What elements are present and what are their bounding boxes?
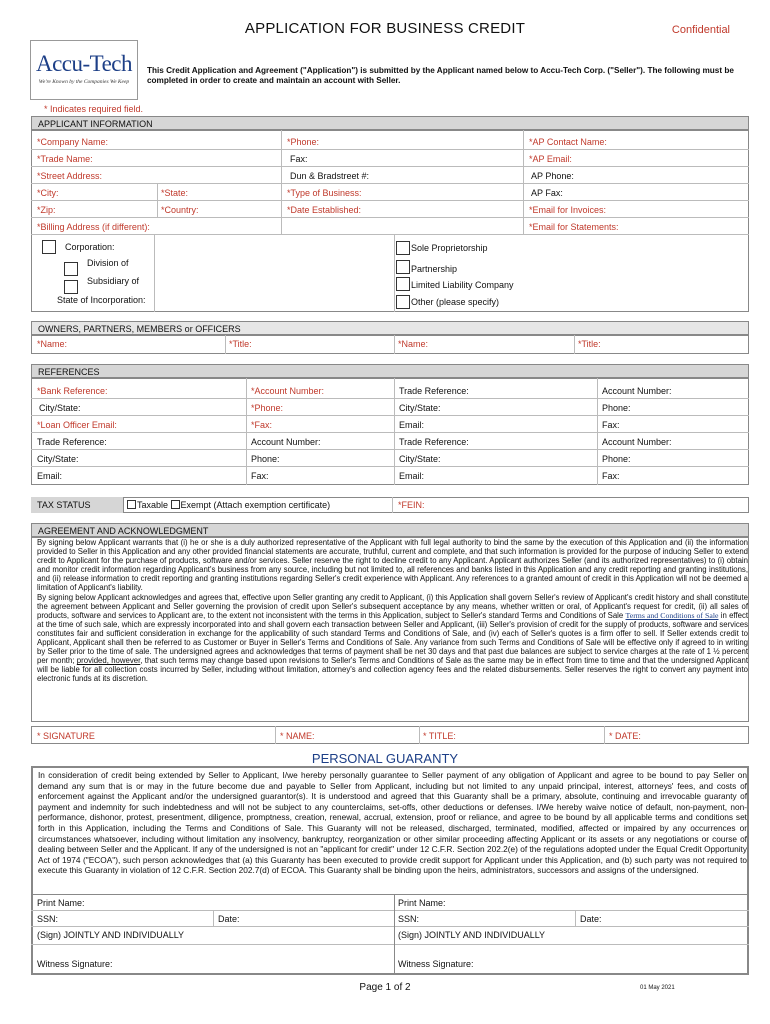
logo-name: Accu-Tech	[35, 51, 133, 76]
country-label: *Country:	[161, 205, 199, 215]
llc-checkbox[interactable]	[396, 277, 410, 291]
owners-section-header: OWNERS, PARTNERS, MEMBERS or OFFICERS	[31, 321, 749, 335]
trade-name-label: *Trade Name:	[37, 154, 93, 164]
witness-2-signature-label: Witness Signature:	[398, 959, 474, 969]
phone-label: *Phone:	[287, 137, 320, 147]
trade-account-number-1-label: Account Number:	[602, 386, 672, 396]
bank-fax-label: *Fax:	[251, 420, 273, 430]
corporation-label: Corporation:	[65, 242, 115, 252]
provided-however: provided, however	[76, 656, 141, 666]
agreement-text	[37, 538, 748, 684]
subsidiary-of-label: Subsidiary of	[87, 276, 140, 286]
trade-city-state-2-label: City/State:	[37, 454, 79, 464]
signature-label: * SIGNATURE	[37, 731, 95, 741]
trade-fax-2-label: Fax:	[251, 471, 269, 481]
trade-fax-1-label: Fax:	[602, 420, 620, 430]
taxable-label: Taxable	[137, 500, 169, 510]
logo-tagline: We're Known by the Companies We Keep	[38, 79, 130, 85]
owner-name-1-label: *Name:	[37, 339, 68, 349]
billing-address-label: *Billing Address (if different):	[37, 222, 150, 232]
state-of-incorporation-label: State of Incorporation:	[57, 295, 146, 305]
bank-city-state-label: City/State:	[39, 403, 81, 413]
owner-name-2-label: *Name:	[398, 339, 429, 349]
required-note: * Indicates required field.	[44, 104, 144, 114]
signature-date-label: * DATE:	[609, 731, 641, 741]
ap-fax-label: AP Fax:	[531, 188, 563, 198]
guaranty-text: In consideration of credit being extended by Seller to Applicant, I/we hereby personally guarantee to Seller payment of any obligation of Applicant and agree to be bound to pay Seller on demand any sum that is or may in the future become due and payable to Seller from Applicant, including but not limited to any unpaid principal, interest, attorneys' fees, and costs of enforcement against the Applicant and/or the undersigned guarantor(s). It is understood and agreed that this Guaranty shall be a primary, absolute, continuing and irrevocable guaranty of payment and indemnity for such indebtedness and will not be subject to any counterclaims, set-offs, other deductions or defenses. I/We hereby waive notice of default, non-payment, non-performance, dishonor, protest, presentment, diligence, promptness, creation, renewal, accrual, extension, proof or reliance, and agree to be bound by all applicable terms and conditions set forth in this Application, including the Terms and Conditions of Sale. This Guaranty will not be released, discharged, terminated, modified, affected or impaired by any occurrences or circumstances whatsoever, including without limitation any insolvency, bankruptcy, reorganization or other similar proceeding affecting Applicant or its assets or any negotiations or course of dealing between Seller and the Applicant. If any of the undersigned is not an "applicant for credit" under 12 C.F.R. Section 202.2(e) of the regulations adopted under the Equal Credit Opportunity Act of 1974 ("ECOA"), such person acknowledges that (a) this Guaranty has been executed to provide credit support for Applicant under this Application, and (b) such party was not required to execute this Guaranty in violation of 12 C.F.R. Section 202.7(d) of ECOA. This Guaranty shall be binding upon the heirs, administrators, successors and assigns of the undersigned.	[38, 770, 747, 876]
trade-reference-2-label: Trade Reference:	[37, 437, 107, 447]
trade-reference-3-label: Trade Reference:	[399, 437, 469, 447]
loan-officer-email-label: *Loan Officer Email:	[37, 420, 117, 430]
email-statements-label: *Email for Statements:	[529, 222, 619, 232]
date-established-label: *Date Established:	[287, 205, 362, 215]
bank-reference-label: *Bank Reference:	[37, 386, 108, 396]
tax-options	[127, 500, 330, 510]
witness-1-signature-label: Witness Signature:	[37, 959, 113, 969]
other-label: Other (please specify)	[411, 297, 500, 307]
email-invoices-label: *Email for Invoices:	[529, 205, 607, 215]
fax-label: Fax:	[290, 154, 308, 164]
guarantor-1-sign-label: (Sign) JOINTLY AND INDIVIDUALLY	[37, 930, 185, 940]
guarantor-2-sign-label: (Sign) JOINTLY AND INDIVIDUALLY	[398, 930, 546, 940]
page-number: Page 1 of 2	[359, 982, 411, 993]
guarantor-1-print-name-label: Print Name:	[37, 898, 85, 908]
trade-city-state-3-label: City/State:	[399, 454, 441, 464]
partnership-label: Partnership	[411, 264, 458, 274]
fein-label: *FEIN:	[398, 500, 425, 510]
guarantor-2-print-name-label: Print Name:	[398, 898, 446, 908]
bank-phone-label: *Phone:	[251, 403, 284, 413]
sole-proprietorship-label: Sole Proprietorship	[411, 243, 488, 253]
owners-frame	[31, 335, 749, 354]
signature-name-label: * NAME:	[280, 731, 315, 741]
confidential-label: Confidential	[671, 24, 730, 36]
company-name-label: *Company Name:	[37, 137, 109, 147]
owner-title-1-label: *Title:	[229, 339, 252, 349]
guarantor-1-ssn-label: SSN:	[37, 914, 59, 924]
personal-guaranty-title: PERSONAL GUARANTY	[311, 751, 459, 766]
exempt-label: Exempt (Attach exemption certificate)	[180, 500, 331, 510]
signature-row	[31, 726, 749, 744]
trade-fax-3-label: Fax:	[602, 471, 620, 481]
applicant-section-header: APPLICANT INFORMATION	[31, 116, 749, 130]
state-label: *State:	[161, 188, 189, 198]
trade-phone-1-label: Phone:	[602, 403, 631, 413]
agreement-paragraph-2: By signing below Applicant acknowledges and agrees that, effective upon Seller granting any credit to Applicant, (i) this Application shall govern Seller's review of Applicant's credit history and shall constitute the agreement between Applicant and Seller governing the provision of credit upon Seller's subsequent acceptance by any means, whether written or oral, of Applicant's request for credit, (ii) all sales of products, software and services to Applicant are, to the extent not inconsistent with the terms in this Application, subject to Seller's standard Terms and Conditions of Sale Terms and Conditions of Sale in effect at the time of such sale, which are expressly incorporated into and shall govern each transaction between Seller and Applicant, (iii) Seller's provision of credit for the supply of products, software and services constitutes fair and sufficient consideration in exchange for the applicability of such standard Terms and Conditions of Sale, and (iv) each of Seller's quotes is a firm offer to sell. If Seller extends credit to Applicant, Applicant shall then be referred to as Customer or Buyer in Seller's Terms and Conditions of Sale. Any variance from such Terms and Conditions of Sale will be effective only if agreed to in writing by Seller prior to the time of sale. The undersigned agrees and acknowledges that terms of payment shall be net 30 days and that past due balances are subject to service charges at the rate of 1 ½ percent per month; provided, however, that such terms may change based upon revisions to Seller's Terms and Conditions of Sale as the same may be in effect from time to time and that the undersigned Applicant will be liable for all collection costs incurred by Seller, including without limitation, attorney's and collection agency fees and the related disbursements. Seller reserves the right to convert any payment into electronic funds at its discretion.	[37, 592, 749, 684]
guarantor-2-date-label: Date:	[580, 914, 602, 924]
zip-label: *Zip:	[37, 205, 56, 215]
owner-title-2-label: *Title:	[578, 339, 601, 349]
ap-contact-label: *AP Contact Name:	[529, 137, 607, 147]
version-date: 01 May 2021	[640, 985, 675, 991]
division-checkbox[interactable]	[64, 262, 78, 276]
guarantor-2-ssn-label: SSN:	[398, 914, 420, 924]
division-of-label: Division of	[87, 258, 129, 268]
tax-status-label: TAX STATUS	[37, 500, 91, 510]
company-logo	[30, 40, 138, 100]
street-label: *Street Address:	[37, 171, 103, 181]
corporation-checkbox[interactable]	[42, 240, 56, 254]
llc-label: Limited Liability Company	[411, 280, 514, 290]
trade-email-1-label: Email:	[399, 420, 425, 430]
trade-phone-3-label: Phone:	[602, 454, 631, 464]
agreement-section-header: AGREEMENT AND ACKNOWLEDGMENT	[31, 523, 749, 537]
trade-account-number-2-label: Account Number:	[251, 437, 321, 447]
sole-proprietorship-checkbox[interactable]	[396, 241, 410, 255]
trade-account-number-3-label: Account Number:	[602, 437, 672, 447]
trade-reference-1-label: Trade Reference:	[399, 386, 469, 396]
trade-email-2-label: Email:	[37, 471, 63, 481]
terms-link[interactable]: Terms and Conditions of Sale	[625, 610, 719, 620]
exempt-checkbox[interactable]	[171, 500, 180, 509]
subsidiary-checkbox[interactable]	[64, 280, 78, 294]
partnership-checkbox[interactable]	[396, 260, 410, 274]
business-type-label: *Type of Business:	[287, 188, 362, 198]
trade-city-state-1-label: City/State:	[399, 403, 441, 413]
other-checkbox[interactable]	[396, 295, 410, 309]
ap-phone-label: AP Phone:	[531, 171, 574, 181]
trade-email-3-label: Email:	[399, 471, 425, 481]
trade-phone-2-label: Phone:	[251, 454, 280, 464]
agreement-paragraph-1: By signing below Applicant warrants that (i) he or she is a duly authorized representative of the Applicant with full legal authority to bind the same by the execution of this Application and (ii) the information provided to Seller in this Application and any other provided financial statements are accurate, truthful, current and complete, and that such information is provided for the purpose of inducing Seller to extend credit to Applicant for the purchase of products, software and/or services. Seller reserve the right to decline credit to any Applicant. Applicant authorizes Seller (and its authorized representatives) to (i) obtain and monitor credit information regarding Applicant's business from any source, including but not limited to, all references and banks listed in this Application and any credit reporting and granting institutions, and (ii) release information to credit reporting and granting institutions regarding Seller's credit experience with Applicant. Any references to a granted amount of credit in this Application will not be deemed a limitation of Applicant's liability.	[37, 538, 748, 593]
references-section-header: REFERENCES	[31, 364, 749, 378]
page-title: APPLICATION FOR BUSINESS CREDIT	[244, 20, 526, 37]
bank-account-number-label: *Account Number:	[251, 386, 325, 396]
taxable-checkbox[interactable]	[127, 500, 136, 509]
ap-email-label: *AP Email:	[529, 154, 572, 164]
duns-label: Dun & Bradstreet #:	[290, 171, 370, 181]
guarantor-1-date-label: Date:	[218, 914, 240, 924]
city-label: *City:	[37, 188, 59, 198]
signature-title-label: * TITLE:	[423, 731, 456, 741]
intro-text: This Credit Application and Agreement ("Application") is submitted by the Applicant named below to Accu-Tech Corp. ("Seller"). The following must be completed in order to create and maintain an account with Seller.	[147, 66, 734, 85]
